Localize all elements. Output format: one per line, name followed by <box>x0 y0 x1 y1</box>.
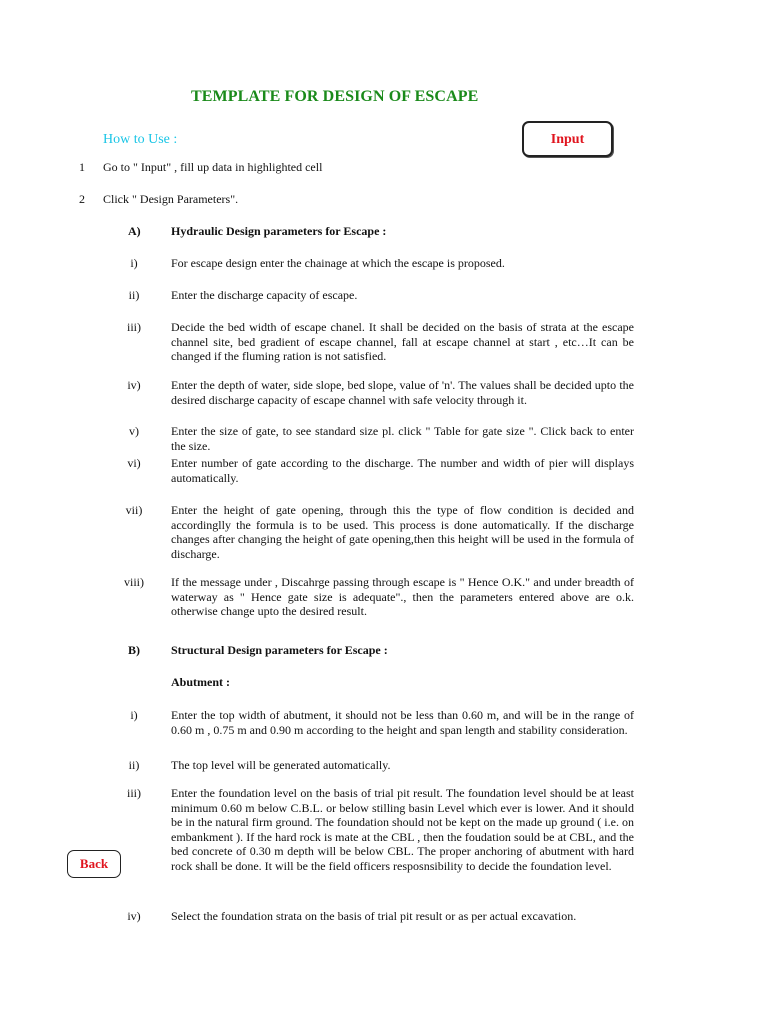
item-text: For escape design enter the chainage at which the escape is proposed. <box>171 256 505 270</box>
step-text: Click " Design Parameters". <box>103 192 239 206</box>
item-label: i) <box>130 708 138 722</box>
item-label: ii) <box>128 288 140 302</box>
abutment-subheading: Abutment : <box>171 675 230 689</box>
step-number: 2 <box>79 192 85 206</box>
item-label: iii) <box>127 320 141 334</box>
section-b-heading: Structural Design parameters for Escape : <box>171 643 388 657</box>
item-text: Enter the height of gate opening, through this the type of flow condition is decided and accordinglly the formula is to be used. This process is done automatically. If the discharge changes after changing the height of gate opening,then this height will be used in the formula of discharge. <box>171 503 634 561</box>
item-text: Enter the size of gate, to see standard size pl. click " Table for gate size ". Click back to enter the size. <box>171 424 634 453</box>
section-a-heading: Hydraulic Design parameters for Escape : <box>171 224 387 238</box>
item-text: Enter the discharge capacity of escape. <box>171 288 358 302</box>
item-label: iv) <box>127 909 141 923</box>
item-text: If the message under , Discahrge passing through escape is " Hence O.K." and under breadth of waterway as " Hence gate size is adequate"., then the parameters entered above are o.k. otherwise change upto the desired result. <box>171 575 634 618</box>
section-a-label: A) <box>128 224 141 238</box>
page-title: TEMPLATE FOR DESIGN OF ESCAPE <box>191 88 479 105</box>
item-text: Enter the top width of abutment, it should not be less than 0.60 m, and will be in the range of 0.60 m , 0.75 m and 0.90 m according to the height and span length and stability consideration. <box>171 708 634 737</box>
item-label: i) <box>130 256 138 270</box>
item-text: The top level will be generated automatically. <box>171 758 391 772</box>
step-text: Go to " Input" , fill up data in highlighted cell <box>103 160 323 174</box>
item-text: Decide the bed width of escape chanel. It shall be decided on the basis of strata at the escape channel site, bed gradient of escape channel, fall at escape channel at start , etc…It can be changed if the fluming ration is not satisfied. <box>171 320 634 363</box>
item-text: Enter the depth of water, side slope, bed slope, value of 'n'. The values shall be decided upto the desired discharge capacity of escape channel with safe velocity through it. <box>171 378 634 407</box>
item-label: iv) <box>127 378 141 392</box>
item-label: ii) <box>128 758 140 772</box>
item-label: iii) <box>127 786 141 800</box>
input-button[interactable]: Input <box>522 121 613 157</box>
back-button[interactable]: Back <box>67 850 121 878</box>
how-to-use-label: How to Use : <box>103 132 178 147</box>
item-text: Select the foundation strata on the basis of trial pit result or as per actual excavation. <box>171 909 577 923</box>
item-label: vi) <box>127 456 141 470</box>
item-text: Enter number of gate according to the discharge. The number and width of pier will displays automatically. <box>171 456 634 485</box>
step-number: 1 <box>79 160 85 174</box>
item-label: v) <box>129 424 139 438</box>
item-label: vii) <box>125 503 143 517</box>
item-text: Enter the foundation level on the basis of trial pit result. The foundation level should be at least minimum 0.60 m below C.B.L. or below stilling basin Level which ever is lower. And it should be in the natural firm ground. The foundation should not be kept on the made up ground ( i.e. on embankment ). If the hard rock is mate at the CBL , then the foudation sould be at CBL, and the bed concrete of 0.30 m depth will be below CBL. The proper anchoring of abutment with hard rock shall be done. It will be the field officers resposnsibility to decide the foundation level. <box>171 786 634 873</box>
item-label: viii) <box>124 575 144 589</box>
section-b-label: B) <box>128 643 140 657</box>
